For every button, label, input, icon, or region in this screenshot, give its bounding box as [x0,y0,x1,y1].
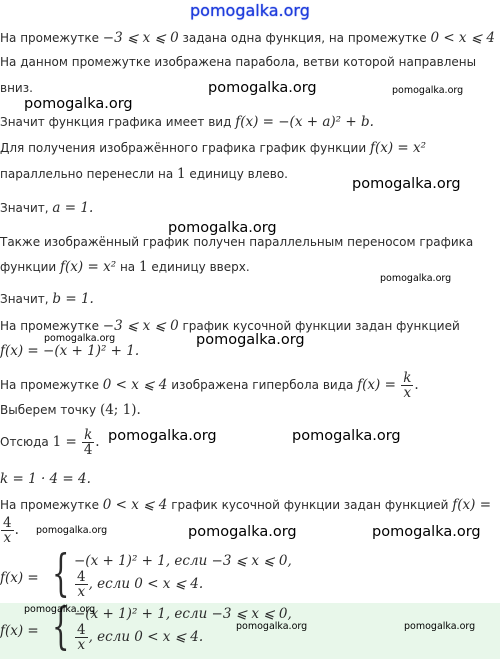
text-line-2: На данном промежутке изображена парабола, ветви которой направлены [0,55,477,69]
text: задана одна функция, на промежутке [178,31,431,45]
watermark: pomogalka.org [380,273,452,284]
text-line-10 [0,291,94,307]
text-line-14 [0,402,141,418]
fraction [75,570,88,599]
math-inline: 1 = [52,434,82,450]
fraction-denominator: x [3,530,12,546]
header-watermark: pomogalka.org [190,1,310,20]
fraction-denominator: x [77,584,86,600]
text: На промежутке [0,498,103,512]
math-inline: −3 ⩽ x ⩽ 0 [102,318,179,334]
math-inline: k = 1 · 4 = 4. [0,471,91,487]
fraction-numerator: 4 [77,569,86,585]
text-line-17 [0,497,491,513]
watermark: pomogalka.org [392,85,464,96]
watermark: pomogalka.org [196,332,305,348]
watermark: pomogalka.org [44,333,116,344]
math-inline: b = 1. [52,291,94,307]
math-inline: f(x) = −(x + a)² + b. [235,114,374,130]
fraction-numerator: k [84,427,93,443]
math-inline: −3 ⩽ x ⩽ 0 [102,30,179,46]
text-line-1 [0,30,495,46]
answer-case-2 [74,623,203,652]
math-inline: 1 [138,259,148,275]
watermark: pomogalka.org [352,176,461,192]
watermark: pomogalka.org [36,525,108,536]
text: на [116,260,139,274]
fraction [82,428,94,457]
watermark: pomogalka.org [236,621,308,632]
text-line-9 [0,259,250,275]
watermark: pomogalka.org [24,604,96,615]
math-inline: f(x) = x² [369,140,427,156]
text-line-13: На промежутке 0 < x ⩽ 4 изображена гипербола вида f(x) = $\frac{k}{x}$ . [0,370,419,401]
fraction-denominator: x [77,637,86,653]
watermark: pomogalka.org [404,621,476,632]
fraction-numerator: 4 [77,622,86,638]
text-line-5 [0,140,426,156]
fraction [75,623,88,652]
math-inline: f(x) = −(x + 1)² + 1. [0,343,140,359]
text-line-18: $\frac{4}{x}$ . [3,515,19,546]
math-inline: 0 < x ⩽ 4 [102,377,168,393]
text-line-8: Также изображённый график получен параллельным переносом графика [0,235,474,249]
math-inline: (4; 1). [99,402,141,418]
watermark: pomogalka.org [24,96,133,112]
text: На промежутке [0,31,103,45]
text: график кусочной функции задан функцией [167,498,453,512]
fraction-numerator: 4 [3,515,12,531]
text: Выберем точку [0,403,100,417]
watermark: pomogalka.org [208,80,317,96]
system-case-1: −(x + 1)² + 1, если −3 ⩽ x ⩽ 0, [74,553,292,569]
math-inline: f(x) = [357,377,401,393]
text: изображена гипербола вида [167,378,358,392]
text-line-7 [0,200,93,216]
brace-icon: { [52,597,70,655]
text: единицу влево. [185,167,288,181]
watermark: pomogalka.org [188,524,297,540]
brace-icon: { [52,544,70,602]
text: Значит функция графика имеет вид [0,115,236,129]
math-inline: 0 < x ⩽ 4 [430,30,496,46]
text: Для получения изображённого графика график функции [0,141,370,155]
watermark: pomogalka.org [292,428,401,444]
watermark: pomogalka.org [108,428,217,444]
text-line-6 [0,166,288,182]
math-inline: a = 1. [52,200,94,216]
text: функции [0,260,61,274]
math-inline: 1 [177,166,186,182]
math-inline: f(x) = x² [60,259,117,275]
text-line-16 [0,471,91,487]
fraction [1,516,14,545]
text: Значит, [0,201,53,215]
answer-lhs: f(x) = [0,623,39,639]
text: параллельно перенесли на [0,167,177,181]
text: единицу вверх. [147,260,250,274]
math-inline: , если 0 < x ⩽ 4. [88,629,204,645]
system-case-2 [74,570,203,599]
system-lhs: f(x) = [0,570,39,586]
text-line-15: Отсюда 1 = $\frac{k}{4}$ . [0,427,100,458]
fraction-numerator: k [403,370,412,386]
text-line-4 [0,114,374,130]
math-inline: 0 < x ⩽ 4 [102,497,168,513]
math-inline: , если 0 < x ⩽ 4. [88,576,204,592]
answer-case-1: −(x + 1)² + 1, если −3 ⩽ x ⩽ 0, [74,606,292,622]
text: график кусочной функции задан функцией [178,319,460,333]
math-inline: f(x) = [452,497,492,513]
text: Значит, [0,292,53,306]
text: На промежутке [0,319,103,333]
watermark: pomogalka.org [168,220,277,236]
text: Отсюда [0,435,53,449]
text-line-12 [0,343,139,359]
fraction [401,371,413,400]
fraction-denominator: x [403,385,412,401]
watermark: pomogalka.org [372,524,481,540]
fraction-denominator: 4 [83,442,93,458]
text-line-3: вниз. [0,81,33,95]
text: На промежутке [0,378,103,392]
